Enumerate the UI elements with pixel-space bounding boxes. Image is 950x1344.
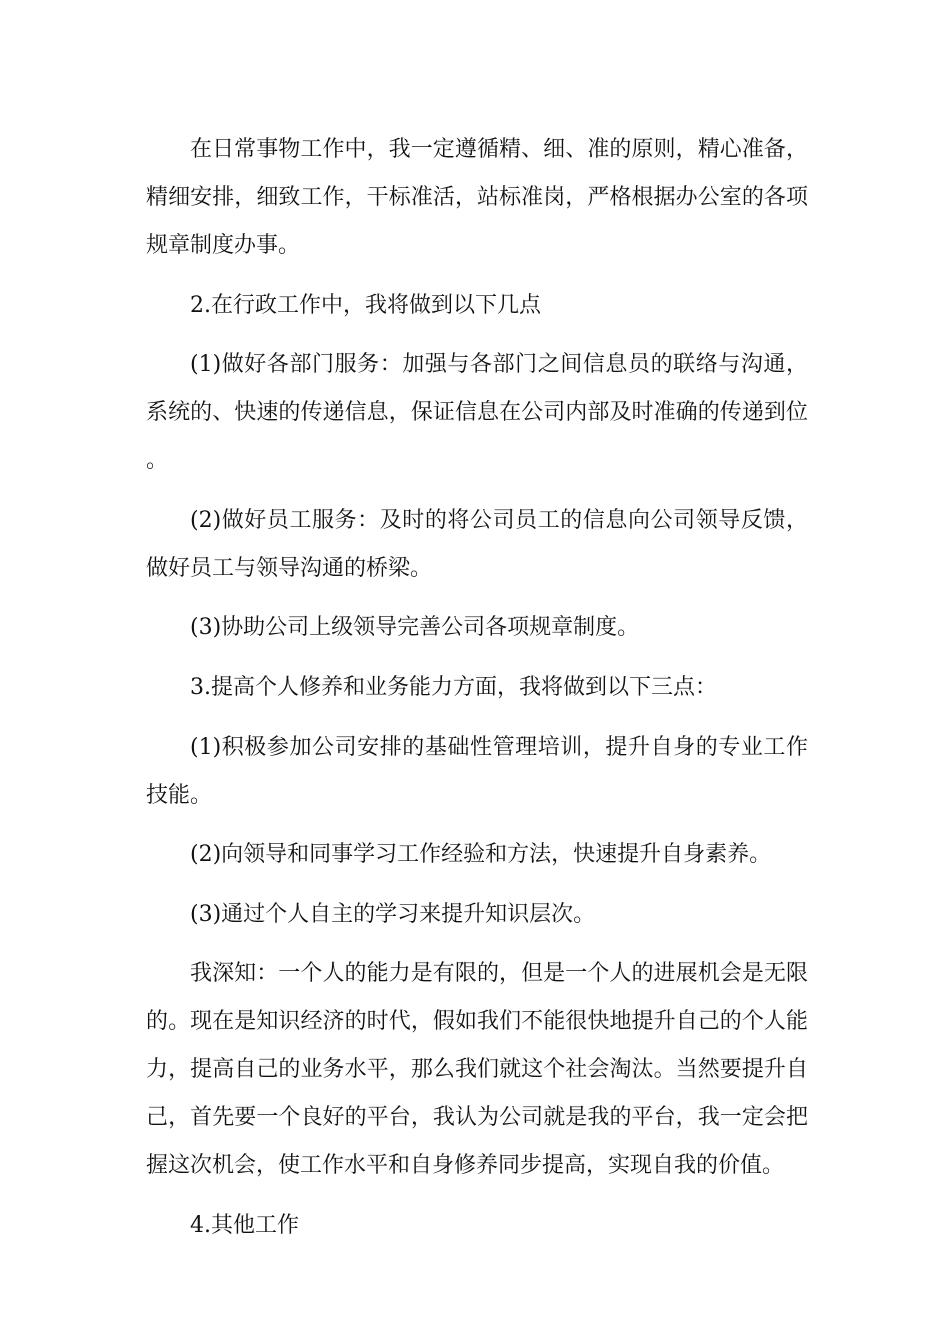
paragraph-learn-from-colleagues: (2)向领导和同事学习工作经验和方法，快速提升自身素养。 [190,842,772,868]
heading-other-work: 4.其他工作 [190,1212,299,1238]
paragraph-assist-leadership: (3)协助公司上级领导完善公司各项规章制度。 [190,615,640,641]
paragraph-department-service: (1)做好各部门服务：加强与各部门之间信息员的联络与沟通，系统的、快速的传递信息，保证信息在公司内部及时准确的传递到位。 [146,352,808,474]
paragraph-reflection: 我深知：一个人的能力是有限的，但是一个人的进展机会是无限的。现在是知识经济的时代，假如我们不能很快地提升自己的个人能力，提高自己的业务水平，那么我们就这个社会淘汰。当然要提升自己，首先要一个良好的平台，我认为公司就是我的平台，我一定会把握这次机会，使工作水平和自身修养同步提高，实现自我的价值。 [146,961,808,1179]
heading-personal-development: 3.提高个人修养和业务能力方面，我将做到以下三点： [190,674,717,700]
paragraph-employee-service: (2)做好员工服务：及时的将公司员工的信息向公司领导反馈，做好员工与领导沟通的桥梁。 [146,507,808,581]
paragraph-daily-work: 在日常事物工作中，我一定遵循精、细、准的原则，精心准备，精细安排，细致工作，干标准活，站标准岗，严格根据办公室的各项规章制度办事。 [146,137,808,258]
heading-admin-work: 2.在行政工作中，我将做到以下几点 [190,292,541,318]
paragraph-training: (1)积极参加公司安排的基础性管理培训，提升自身的专业工作技能。 [146,734,808,808]
document-page [146,126,808,1262]
paragraph-self-study: (3)通过个人自主的学习来提升知识层次。 [190,901,596,927]
